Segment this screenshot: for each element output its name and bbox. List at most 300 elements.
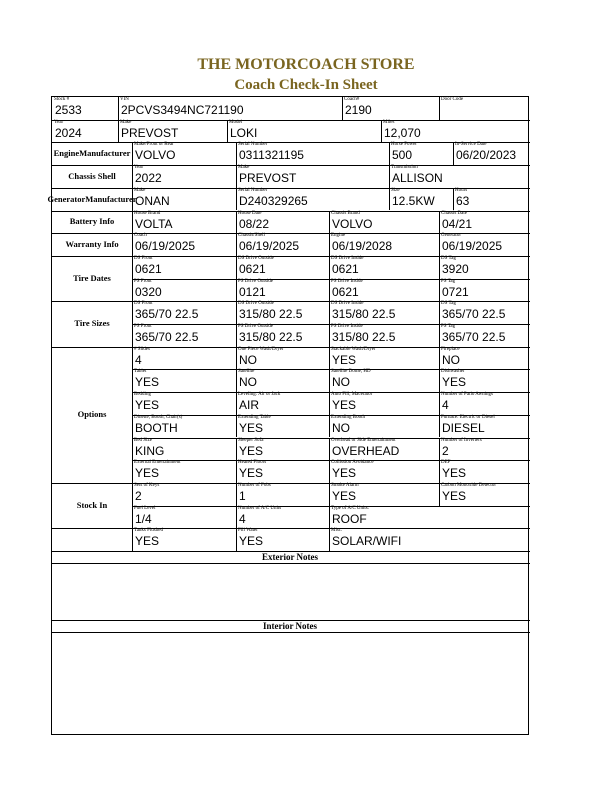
tire-size-value[interactable]: 315/80 22.5: [332, 307, 396, 322]
option-field[interactable]: [236, 460, 329, 483]
engine-label: Make/Front or Rear: [134, 142, 174, 148]
tire-size-field[interactable]: [132, 301, 236, 324]
option-label: Dishwasher: [441, 369, 465, 375]
tire-date-label: PS Front: [134, 278, 152, 284]
tire-size-field[interactable]: [329, 324, 439, 347]
misc-field[interactable]: [329, 528, 530, 551]
tire-size-label: PS Tag: [441, 324, 456, 329]
grid-line: [52, 528, 530, 529]
generator-field[interactable]: [132, 188, 236, 211]
tire-date-label: PS Drive Inside: [331, 278, 363, 284]
grid-line: [439, 97, 440, 120]
option-section-label: [52, 347, 132, 483]
battery-field[interactable]: [439, 211, 530, 234]
tire-size-value[interactable]: 315/80 22.5: [239, 307, 303, 322]
stock-in-label: Sets of Keys: [134, 482, 160, 488]
misc-field[interactable]: [132, 528, 236, 551]
grid-line: [329, 438, 330, 461]
coach-info-field[interactable]: [439, 97, 530, 120]
chassis-value[interactable]: PREVOST: [239, 171, 297, 186]
stock-in-field[interactable]: [132, 483, 236, 506]
grid-line: [389, 142, 390, 165]
interior-notes-heading: Interior Notes: [262, 621, 318, 631]
grid-line: [439, 438, 440, 461]
coach-info-field[interactable]: [118, 97, 342, 120]
generator-label: Make: [134, 187, 146, 193]
tire-size-label: DS Tag: [441, 301, 456, 307]
grid-line: [329, 392, 330, 415]
grid-line: [52, 233, 530, 234]
coach-info-label: Year: [54, 119, 64, 125]
misc-value[interactable]: YES: [239, 534, 264, 549]
grid-line: [439, 233, 440, 256]
grid-line: [52, 301, 530, 302]
generator-label: Serial Number: [238, 187, 268, 193]
tire-date-label: DS Front: [134, 255, 153, 261]
engine-label: In-Service Date: [455, 142, 487, 148]
option-value[interactable]: NO: [332, 375, 350, 390]
engine-section-label-text: Manufacturer: [79, 148, 131, 159]
generator-field[interactable]: [453, 188, 530, 211]
form-title: Coach Check-In Sheet: [234, 77, 378, 93]
grid-line: [236, 392, 237, 415]
battery-value[interactable]: 04/21: [442, 216, 473, 231]
option-value[interactable]: YES: [239, 420, 264, 435]
generator-section-label: [47, 188, 137, 211]
grid-line: [389, 188, 390, 211]
coach-info-field[interactable]: [118, 120, 227, 143]
warranty-value[interactable]: 06/19/2025: [239, 239, 300, 254]
grid-line: [236, 279, 237, 302]
tire-date-label: PS Drive Outside: [238, 278, 273, 284]
chassis-field[interactable]: [132, 165, 236, 188]
battery-section-label: [52, 211, 132, 234]
option-value[interactable]: 2: [442, 443, 449, 458]
tire-date-value[interactable]: 3920: [442, 261, 469, 276]
coach-info-field[interactable]: [381, 120, 530, 143]
tire-size-section-label: [52, 301, 132, 346]
grid-line: [52, 551, 530, 552]
grid-line: [52, 256, 530, 257]
tire-size-value[interactable]: 365/70 22.5: [442, 307, 506, 322]
generator-value[interactable]: 12.5KW: [392, 193, 435, 208]
option-value[interactable]: NO: [332, 420, 350, 435]
tire-date-value[interactable]: 0621: [135, 261, 162, 276]
coach-info-field[interactable]: [342, 97, 439, 120]
option-value[interactable]: YES: [442, 466, 467, 481]
grid-line: [329, 528, 330, 551]
grid-line: [236, 233, 237, 256]
option-value[interactable]: NO: [239, 375, 257, 390]
warranty-field[interactable]: [132, 233, 236, 256]
exterior-notes-field[interactable]: [52, 563, 530, 618]
stock-in-value[interactable]: 4: [239, 511, 246, 526]
grid-line: [439, 301, 440, 324]
option-label: Leveling: Air or Jack: [238, 392, 281, 398]
option-label: Furnace: Electric or Diesel: [441, 414, 495, 420]
option-field[interactable]: [132, 460, 236, 483]
grid-line: [439, 415, 440, 438]
tire-date-field[interactable]: [439, 279, 530, 302]
tire-size-field[interactable]: [329, 301, 439, 324]
tire-date-field[interactable]: [132, 256, 236, 279]
grid-line: [236, 347, 237, 370]
chassis-field[interactable]: [236, 165, 389, 188]
engine-field[interactable]: [453, 142, 530, 165]
grid-line: [52, 211, 530, 212]
tire-size-value[interactable]: 315/80 22.5: [239, 330, 303, 344]
option-value[interactable]: YES: [332, 352, 357, 367]
battery-label: Chassis Brand: [331, 210, 360, 216]
engine-field[interactable]: [236, 142, 389, 165]
coach-info-value[interactable]: LOKI: [230, 125, 258, 140]
grid-line: [132, 528, 133, 551]
option-label: One Piece Wash/Dryer: [238, 346, 284, 352]
stock-in-field[interactable]: [329, 483, 439, 506]
grid-line: [52, 165, 530, 166]
stock-in-value[interactable]: 2: [135, 488, 142, 503]
stock-in-label: Carbon Monoxide Detector: [441, 482, 496, 488]
stock-in-field[interactable]: [132, 506, 236, 529]
generator-field[interactable]: [389, 188, 453, 211]
option-label: Number of Patio Awnings: [441, 392, 493, 398]
tire-size-field[interactable]: [236, 324, 329, 347]
stock-in-field[interactable]: [236, 483, 329, 506]
grid-line: [439, 324, 440, 347]
option-field[interactable]: [132, 369, 236, 392]
coach-info-label: VIN: [120, 97, 129, 102]
grid-line: [132, 438, 530, 439]
engine-field[interactable]: [389, 142, 453, 165]
battery-label: House Date: [238, 210, 262, 216]
tire-date-label: PS Tag: [441, 278, 456, 284]
option-value[interactable]: 4: [135, 352, 142, 367]
grid-line: [439, 392, 440, 415]
grid-line: [381, 120, 382, 143]
grid-line: [52, 483, 530, 484]
option-field[interactable]: [132, 347, 236, 370]
coach-info-label: Coach#: [344, 97, 360, 102]
option-value[interactable]: AIR: [239, 398, 260, 413]
grid-line: [329, 211, 330, 234]
option-value[interactable]: YES: [332, 398, 357, 413]
option-value[interactable]: DIESEL: [442, 420, 485, 435]
option-field[interactable]: [439, 460, 530, 483]
grid-line: [389, 165, 390, 188]
stock-in-field[interactable]: [439, 483, 530, 506]
option-label: Sleeper Sofa: [238, 437, 264, 443]
option-field[interactable]: [132, 392, 236, 415]
coach-info-label: Door Code: [441, 97, 464, 102]
grid-line: [329, 279, 330, 302]
tire-size-value[interactable]: 315/80 22.5: [332, 330, 396, 344]
option-value[interactable]: YES: [135, 466, 160, 481]
misc-value[interactable]: SOLAR/WIFI: [332, 534, 402, 549]
tire-date-field[interactable]: [236, 279, 329, 302]
battery-field[interactable]: [132, 211, 236, 234]
tire-size-field[interactable]: [132, 324, 236, 347]
stock-in-field[interactable]: [236, 506, 329, 529]
grid-line: [439, 279, 440, 302]
grid-line: [329, 324, 330, 347]
battery-label: Chassis Date: [441, 210, 467, 216]
grid-line: [132, 279, 530, 280]
grid-line: [453, 142, 454, 165]
tire-size-label: DS Drive Outside: [238, 301, 274, 307]
grid-line: [118, 97, 119, 120]
option-label: Number of Inverters: [441, 437, 482, 443]
tire-date-value[interactable]: 0621: [332, 261, 359, 276]
chassis-value[interactable]: 2022: [135, 171, 162, 186]
chassis-label: Make: [238, 165, 250, 171]
engine-value[interactable]: 06/20/2023: [456, 148, 517, 163]
option-label: Collission Avoidance: [331, 460, 374, 466]
tire-date-value[interactable]: 0621: [332, 284, 359, 299]
tire-date-field[interactable]: [329, 256, 439, 279]
engine-section-label: [52, 142, 132, 165]
grid-line: [236, 256, 237, 279]
option-field[interactable]: [236, 438, 329, 461]
option-label: Dinette, Booth, Chair(s): [134, 414, 183, 420]
option-field[interactable]: [439, 438, 530, 461]
option-field[interactable]: [439, 347, 530, 370]
tire-date-value[interactable]: 0721: [442, 284, 469, 299]
generator-value[interactable]: D240329265: [239, 193, 308, 208]
chassis-label: Year: [134, 165, 144, 171]
coach-info-value[interactable]: PREVOST: [121, 125, 179, 140]
tire-size-value[interactable]: 365/70 22.5: [135, 307, 199, 322]
coach-info-field[interactable]: [52, 120, 118, 143]
grid-line: [236, 415, 237, 438]
tire-size-label: PS Drive Inside: [331, 324, 363, 329]
tire-date-field[interactable]: [132, 279, 236, 302]
generator-value[interactable]: 63: [456, 193, 470, 208]
grid-line: [342, 97, 343, 120]
tire-size-label: DS Drive Inside: [331, 301, 364, 307]
option-label: Fireplace: [441, 346, 460, 352]
coach-info-value[interactable]: 2024: [55, 125, 82, 140]
grid-line: [132, 392, 530, 393]
grid-line: [439, 347, 440, 370]
grid-line: [236, 301, 237, 324]
battery-field[interactable]: [329, 211, 439, 234]
generator-value[interactable]: ONAN: [135, 193, 170, 208]
option-field[interactable]: [236, 369, 329, 392]
tire-date-value[interactable]: 0320: [135, 284, 162, 299]
battery-section-label-text: Battery Info: [69, 216, 115, 227]
option-label: Stackable Wash/Dryer: [331, 346, 376, 352]
stock-in-value[interactable]: 1: [239, 488, 246, 503]
generator-section-label-text: Generator: [47, 193, 86, 204]
option-value[interactable]: BOOTH: [135, 420, 178, 435]
warranty-field[interactable]: [439, 233, 530, 256]
grid-line: [236, 483, 237, 506]
option-field[interactable]: [439, 415, 530, 438]
option-field[interactable]: [132, 438, 236, 461]
engine-value[interactable]: 500: [392, 148, 413, 163]
option-field[interactable]: [236, 347, 329, 370]
grid-line: [236, 369, 237, 392]
option-label: Extending Booth: [331, 414, 366, 420]
option-value[interactable]: YES: [332, 466, 357, 481]
stock-in-label: Number of Fobs: [238, 482, 271, 488]
stock-in-value[interactable]: ROOF: [332, 511, 367, 526]
option-value[interactable]: YES: [135, 375, 160, 390]
option-value[interactable]: OVERHEAD: [332, 443, 400, 458]
battery-value[interactable]: VOLTA: [135, 216, 173, 231]
option-value[interactable]: YES: [239, 466, 264, 481]
tire-size-label: PS Front: [134, 324, 152, 329]
battery-value[interactable]: 08/22: [239, 216, 270, 231]
option-label: Auto Fill, Macerator: [331, 392, 373, 398]
option-value[interactable]: YES: [135, 398, 160, 413]
tire-size-field[interactable]: [439, 301, 530, 324]
option-field[interactable]: [329, 415, 439, 438]
tire-date-section-label: [52, 256, 132, 301]
grid-line: [52, 142, 530, 143]
grid-line: [439, 483, 440, 506]
tire-date-label: DS Tag: [441, 255, 456, 261]
stock-in-label: Smoke Alarm: [331, 482, 359, 488]
grid-line: [236, 460, 237, 483]
option-label: Satellite: [238, 369, 255, 375]
option-value[interactable]: NO: [239, 352, 257, 367]
engine-label: Serial Number: [238, 142, 268, 148]
coach-info-value[interactable]: 2PCVS3494NC721190: [121, 103, 244, 117]
option-label: Heated Floors: [238, 460, 267, 466]
chassis-section-label-text: Chassis Shell: [68, 170, 116, 181]
chassis-label: Transmission: [391, 165, 418, 171]
option-field[interactable]: [132, 415, 236, 438]
tire-size-field[interactable]: [236, 301, 329, 324]
misc-label: Misc.: [331, 528, 343, 534]
option-label: Tablet: [134, 369, 147, 375]
grid-line: [132, 506, 530, 507]
engine-value[interactable]: VOLVO: [135, 148, 176, 163]
tire-date-label: DS Drive Inside: [331, 255, 364, 261]
tire-size-field[interactable]: [439, 324, 530, 347]
company-name: THE MOTORCOACH STORE: [197, 56, 415, 73]
tire-date-section-label-text: Tire Dates: [73, 273, 111, 284]
exterior-notes-heading: Exterior Notes: [261, 552, 319, 562]
misc-label: Tanks Flushed: [134, 528, 163, 534]
tire-size-value[interactable]: 365/70 22.5: [135, 330, 199, 344]
option-field[interactable]: [236, 415, 329, 438]
grid-line: [52, 620, 530, 621]
option-field[interactable]: [439, 369, 530, 392]
generator-label: Hours: [455, 187, 468, 193]
grid-line: [52, 120, 530, 121]
coach-info-value[interactable]: 12,070: [384, 125, 421, 140]
generator-field[interactable]: [236, 188, 389, 211]
stock-in-value[interactable]: YES: [442, 488, 467, 503]
engine-label: Horse Power: [391, 142, 417, 148]
warranty-label: Generator: [441, 233, 461, 239]
tire-date-value[interactable]: 0121: [239, 284, 266, 299]
coach-info-label: Make: [120, 119, 132, 125]
coach-info-value[interactable]: 2190: [345, 103, 372, 117]
option-value[interactable]: KING: [135, 443, 165, 458]
misc-field[interactable]: [236, 528, 329, 551]
tire-date-field[interactable]: [439, 256, 530, 279]
tire-date-label: DS Drive Outside: [238, 255, 274, 261]
option-field[interactable]: [329, 347, 439, 370]
coach-info-field[interactable]: [52, 97, 118, 120]
generator-label: Size: [391, 187, 400, 193]
stock-in-label: Number of A/C Units: [238, 505, 282, 511]
grid-line: [329, 460, 330, 483]
warranty-label: Engine: [331, 233, 346, 239]
grid-line: [52, 347, 530, 348]
warranty-value[interactable]: 06/19/2025: [442, 239, 503, 254]
option-field[interactable]: [329, 438, 439, 461]
grid-line: [236, 142, 237, 165]
chassis-field[interactable]: [389, 165, 530, 188]
option-field[interactable]: [329, 369, 439, 392]
option-value[interactable]: NO: [442, 352, 460, 367]
grid-line: [132, 415, 530, 416]
check-in-form: [47, 96, 529, 735]
battery-value[interactable]: VOLVO: [332, 216, 373, 231]
option-label: Overhead or Side Entertainment: [331, 437, 396, 443]
grid-line: [453, 188, 454, 211]
stock-in-label: Type of A/C Units:: [331, 505, 370, 511]
battery-field[interactable]: [236, 211, 329, 234]
coach-info-value[interactable]: 2533: [55, 103, 82, 117]
engine-field[interactable]: [132, 142, 236, 165]
tire-size-label: PS Drive Outside: [238, 324, 273, 329]
tire-date-field[interactable]: [329, 279, 439, 302]
option-field[interactable]: [329, 460, 439, 483]
grid-line: [329, 347, 330, 370]
stock-in-value[interactable]: 1/4: [135, 511, 152, 526]
option-field[interactable]: [236, 392, 329, 415]
warranty-field[interactable]: [236, 233, 329, 256]
warranty-value[interactable]: 06/19/2028: [332, 239, 393, 254]
grid-line: [329, 233, 330, 256]
tire-date-value[interactable]: 0621: [239, 261, 266, 276]
option-label: Extending Table: [238, 414, 271, 420]
option-value[interactable]: 4: [442, 398, 449, 413]
grid-line: [236, 165, 237, 188]
interior-notes-field[interactable]: [52, 632, 530, 682]
grid-line: [439, 256, 440, 279]
warranty-value[interactable]: 06/19/2025: [135, 239, 196, 254]
warranty-field[interactable]: [329, 233, 439, 256]
chassis-value[interactable]: ALLISON: [392, 171, 443, 186]
stock-in-field[interactable]: [329, 506, 439, 529]
grid-line: [329, 256, 330, 279]
coach-info-field[interactable]: [227, 120, 381, 143]
option-section-label-text: Options: [77, 409, 107, 420]
chassis-section-label: [52, 165, 132, 188]
option-value[interactable]: YES: [239, 443, 264, 458]
grid-line: [132, 324, 530, 325]
misc-value[interactable]: YES: [135, 534, 160, 549]
grid-line: [329, 506, 330, 529]
option-value[interactable]: YES: [442, 375, 467, 390]
stock-in-value[interactable]: YES: [332, 488, 357, 503]
option-field[interactable]: [329, 392, 439, 415]
option-label: External Entertainment: [134, 460, 181, 466]
grid-line: [329, 301, 330, 324]
tire-size-value[interactable]: 365/70 22.5: [442, 330, 506, 344]
option-label: Bed Size: [134, 437, 152, 443]
tire-date-field[interactable]: [236, 256, 329, 279]
engine-value[interactable]: 0311321195: [239, 148, 304, 163]
option-field[interactable]: [439, 392, 530, 415]
grid-line: [236, 438, 237, 461]
